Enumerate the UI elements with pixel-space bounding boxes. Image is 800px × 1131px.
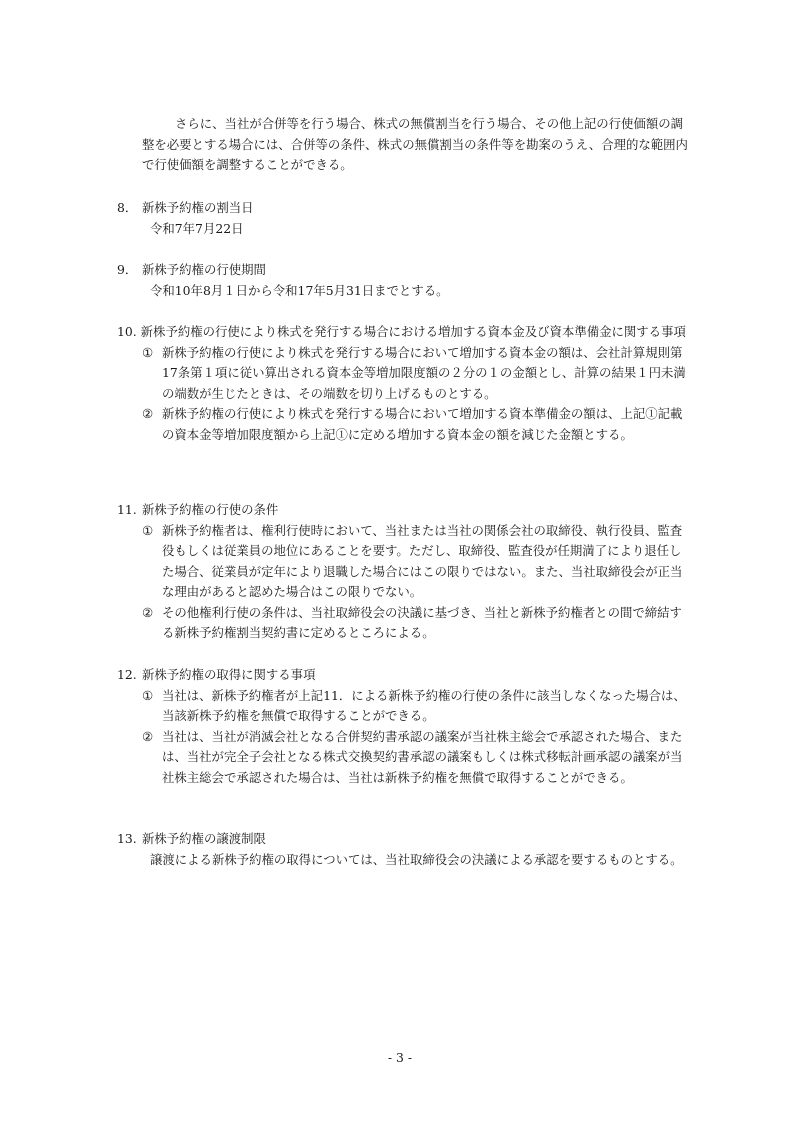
section-13-title: 新株予約権の譲渡制限 — [142, 831, 266, 846]
item-marker: ① — [142, 522, 154, 538]
item-marker: ② — [142, 406, 154, 421]
section-12-heading — [117, 665, 692, 686]
section-9-body: 令和10年8月１日から令和17年5月31日までとする。 — [150, 282, 449, 298]
section-10-title: 新株予約権の行使により株式を発行する場合における増加する資本金及び資本準備金に関する事項 — [140, 324, 686, 339]
section-10-item-1 — [117, 343, 692, 405]
section-11-item-2 — [117, 603, 692, 644]
section-12-item-1 — [117, 686, 692, 727]
section-13-heading — [117, 829, 692, 850]
section-11-heading — [117, 500, 692, 521]
section-9-number: 9． — [117, 262, 138, 277]
section-13-body: 譲渡による新株予約権の取得については、当社取締役会の決議による承認を要するものとする。 — [150, 851, 683, 867]
section-12-item-2 — [117, 727, 692, 789]
item-marker: ① — [142, 687, 154, 703]
section-8-body: 令和7年7月22日 — [150, 220, 244, 236]
section-12-number: 12. — [117, 667, 137, 682]
section-11-title: 新株予約権の行使の条件 — [142, 502, 279, 517]
section-11-item-1 — [117, 521, 692, 603]
section-9-heading — [117, 260, 692, 281]
section-10-number: 10. — [117, 324, 137, 339]
item-marker: ① — [142, 344, 154, 360]
section-13 — [117, 829, 692, 870]
section-10-heading — [117, 322, 692, 343]
item-marker: ② — [142, 728, 154, 744]
item-text: 新株予約権の行使により株式を発行する場合において増加する資本準備金の額は、上記①記載の資本金等増加限度額から上記①に定める増加する資本金の額を減じた金額とする。 — [162, 406, 683, 442]
intro-text: さらに、当社が合併等を行う場合、株式の無償割当を行う場合、その他上記の行使価額の調整を必要とする場合には、合併等の条件、株式の無償割当の条件等を勘案のうえ、合理的な範囲内で行使価額を調整することができる。 — [142, 116, 688, 172]
section-11-number: 11. — [117, 502, 137, 517]
section-8 — [117, 198, 692, 239]
page-number: - 3 - — [387, 1050, 413, 1065]
section-8-title: 新株予約権の割当日 — [142, 200, 254, 215]
section-13-number: 13. — [117, 831, 137, 846]
section-9 — [117, 260, 692, 301]
section-12 — [117, 665, 692, 788]
item-text: 当社は、新株予約権者が上記11．による新株予約権の行使の条件に該当しなくなった場合は、当該新株予約権を無償で取得することができる。 — [162, 687, 686, 723]
item-text: 新株予約権の行使により株式を発行する場合において増加する資本金の額は、会社計算規則第17条第１項に従い算出される資本金等増加限度額の２分の１の金額とし、計算の結果１円未満の端数が生じたときは、その端数を切り上げるものとする。 — [162, 344, 686, 401]
section-9-title: 新株予約権の行使期間 — [142, 262, 266, 277]
section-10 — [117, 322, 692, 445]
intro-paragraph — [117, 114, 692, 176]
item-text: 新株予約権者は、権利行使時において、当社または当社の関係会社の取締役、執行役員、監査役もしくは従業員の地位にあることを要す。ただし、取締役、監査役が任期満了により退任した場合、従業員が定年により退職した場合にはこの限りではない。また、当社取締役会が正当な理由があると認めた場合はこの限りでない。 — [162, 522, 683, 599]
section-8-heading — [117, 198, 692, 219]
item-marker: ② — [142, 604, 154, 620]
section-11 — [117, 500, 692, 644]
section-8-number: 8． — [117, 200, 138, 215]
item-text: 当社は、当社が消滅会社となる合併契約書承認の議案が当社株主総会で承認された場合、または、当社が完全子会社となる株式交換契約書承認の議案もしくは株式移転計画承認の議案が当社株主総会で承認された場合は、当社は新株予約権を無償で取得することができる。 — [162, 728, 683, 785]
section-12-title: 新株予約権の取得に関する事項 — [142, 667, 316, 682]
section-10-item-2 — [117, 404, 692, 445]
item-text: その他権利行使の条件は、当社取締役会の決議に基づき、当社と新株予約権者との間で締結する新株予約権割当契約書に定めるところによる。 — [162, 604, 682, 640]
